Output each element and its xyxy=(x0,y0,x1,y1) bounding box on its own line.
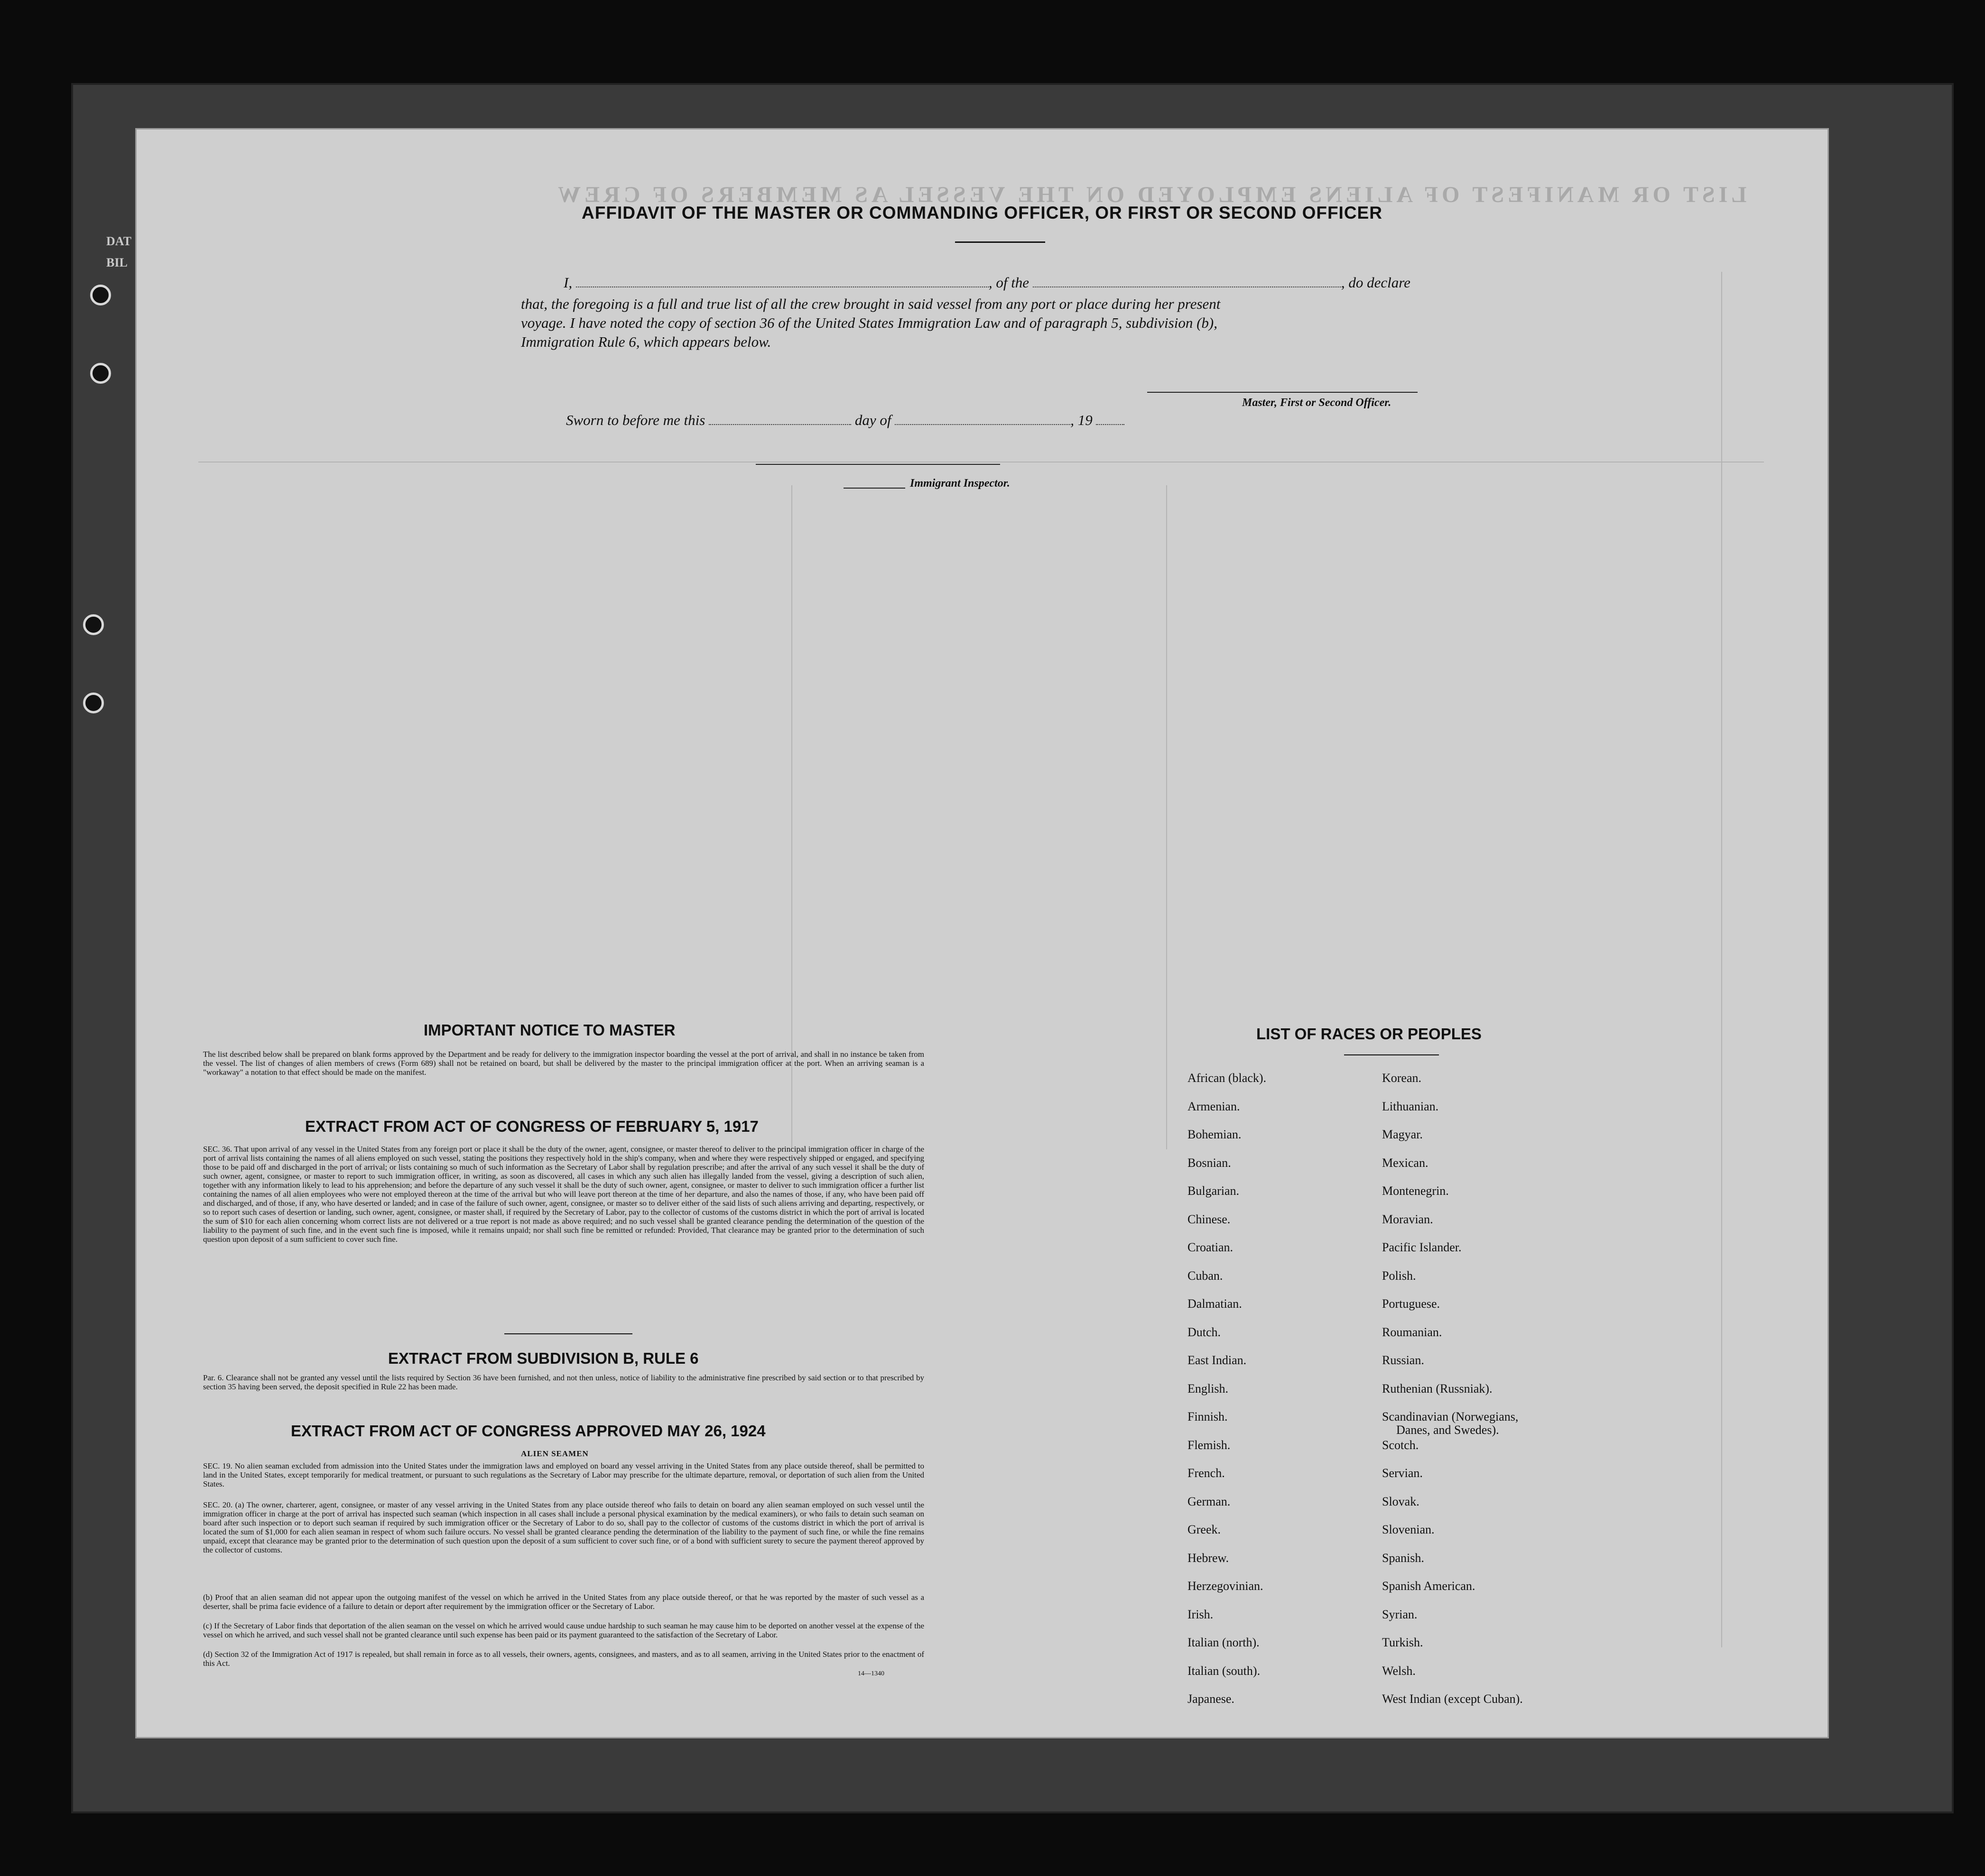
edge-label-bil: BIL xyxy=(106,256,128,269)
race-item-right: Magyar. xyxy=(1382,1127,1423,1141)
race-item-left: Italian (south). xyxy=(1187,1663,1261,1678)
race-item-right: Mexican. xyxy=(1382,1155,1428,1170)
sworn-start: Sworn to before me this xyxy=(566,412,705,428)
ghost-grid-line xyxy=(1166,485,1167,1149)
race-item-right: Lithuanian. xyxy=(1382,1099,1439,1113)
affidavit-line-1 xyxy=(564,274,1410,291)
affidavit-line1-mid: , of the xyxy=(988,274,1030,291)
affidavit-line1-end: , do declare xyxy=(1341,274,1410,291)
race-item-left: Armenian. xyxy=(1187,1099,1240,1113)
race-item-right: Pacific Islander. xyxy=(1382,1240,1462,1254)
sworn-month-blank xyxy=(895,424,1070,425)
name-blank xyxy=(576,286,989,287)
race-item-right: Slovenian. xyxy=(1382,1523,1435,1536)
race-item-left: Bosnian. xyxy=(1187,1155,1231,1170)
master-signature-line xyxy=(1147,392,1418,393)
race-item-right: Ruthenian (Russniak). xyxy=(1382,1381,1493,1395)
race-item-left: Irish. xyxy=(1187,1607,1214,1621)
race-item-left: German. xyxy=(1187,1494,1231,1508)
race-item-left: Japanese. xyxy=(1187,1692,1234,1706)
affidavit-line-3: voyage. I have noted the copy of section 36 of the United States Immigration Law and of paragraph 5, subdivision (b), xyxy=(521,314,1217,331)
form-number: 14—1340 xyxy=(858,1670,884,1677)
affidavit-line-2: that, the foregoing is a full and true list of all the crew brought in said vessel from any port or place during her present xyxy=(521,296,1221,312)
document-page xyxy=(135,128,1829,1738)
extract-1924-sec20d: (d) Section 32 of the Immigration Act of 1917 is repealed, but shall remain in force as to all vessels, their owners, agents, consignees, and masters, and as to all seamen, arriving in the United States prior to the enactment of this Act. xyxy=(203,1650,924,1668)
inspector-short-line xyxy=(844,488,905,489)
race-item-left: English. xyxy=(1187,1381,1228,1395)
extract-1924-subtitle: ALIEN SEAMEN xyxy=(521,1449,589,1458)
extract-1917-title: EXTRACT FROM ACT OF CONGRESS OF FEBRUARY 5, 1917 xyxy=(305,1118,759,1135)
races-title: LIST OF RACES OR PEOPLES xyxy=(1256,1025,1482,1043)
extract-1924-sec20a: SEC. 20. (a) The owner, charterer, agent, consignee, or master of any vessel arriving in the United States from any place outside thereof who fails to detain on board any alien seaman employed on such vessel until the immigration officer in charge at the port of arrival has inspected such seaman (which inspection in all cases shall include a personal physical examination by the medical examiners), or who fails to detain such seaman on board after such inspection or to deport such seaman if required by such immigration officer or the Secretary of Labor to do so, shall pay to the collector of customs of the customs district in which the port of arrival is located the sum of $1,000 for each alien seaman in respect of whom such failure occurs. No vessel shall be granted clearance pending the determination of the liability to the payment of such fine, or while the fine remains unpaid, except that clearance may be granted prior to the determination of such question upon the deposit of a sum sufficient to cover such fine, or of a bond with sufficient surety to secure the payment thereof approved by the collector of customs. xyxy=(203,1500,924,1554)
inspector-signature-line xyxy=(756,464,1000,465)
master-label: Master, First or Second Officer. xyxy=(1242,397,1391,409)
race-item-right: Turkish. xyxy=(1382,1636,1423,1649)
sworn-line xyxy=(566,412,1124,429)
race-item-left: Herzegovinian. xyxy=(1187,1579,1263,1593)
race-item-left: African (black). xyxy=(1187,1071,1267,1085)
race-item-left: Dalmatian. xyxy=(1187,1297,1242,1311)
race-item-right: Moravian. xyxy=(1382,1212,1433,1226)
race-item-left: Greek. xyxy=(1187,1523,1221,1536)
ghost-grid-line xyxy=(1721,272,1722,1647)
race-item-right: Roumanian. xyxy=(1382,1325,1442,1339)
race-item-right: Syrian. xyxy=(1382,1607,1418,1621)
race-item-left: Italian (north). xyxy=(1187,1636,1260,1649)
extract-rule6-title: EXTRACT FROM SUBDIVISION B, RULE 6 xyxy=(388,1349,699,1367)
extract-1924-title: EXTRACT FROM ACT OF CONGRESS APPROVED MAY 26, 1924 xyxy=(291,1422,766,1440)
extract-rule6-text: Par. 6. Clearance shall not be granted any vessel until the lists required by Section 36 have been furnished, and not then unless, notice of liability to the administrative fine prescribed by said section or to that prescribed by section 35 having been served, the deposit specified in Rule 22 has been made. xyxy=(203,1373,924,1391)
binder-hole xyxy=(83,693,104,713)
race-item-right: Spanish American. xyxy=(1382,1579,1475,1593)
race-item-left: East Indian. xyxy=(1187,1353,1247,1367)
race-item-left: French. xyxy=(1187,1466,1225,1480)
race-item-right: Montenegrin. xyxy=(1382,1184,1449,1198)
race-item-continuation: Danes, and Swedes). xyxy=(1396,1423,1499,1437)
races-title-rule xyxy=(1344,1054,1439,1055)
extract-1924-sec20b: (b) Proof that an alien seaman did not appear upon the outgoing manifest of the vessel on which he arrived in the United States from any place outside thereof, or that he was reported by the master of such vessel as a deserter, shall be prima facie evidence of a failure to detain or deport after requirement by the immigration officer or the Secretary of Labor. xyxy=(203,1593,924,1611)
race-item-left: Flemish. xyxy=(1187,1438,1231,1452)
binder-hole xyxy=(90,363,111,384)
race-item-right: Korean. xyxy=(1382,1071,1422,1085)
race-item-left: Finnish. xyxy=(1187,1410,1228,1423)
bleed-through-text: LIST OR MANIFEST OF ALIENS EMPLOYED ON THE VESSEL AS MEMBERS OF CREW xyxy=(554,182,1747,207)
race-item-left: Hebrew. xyxy=(1187,1551,1229,1565)
race-item-left: Bohemian. xyxy=(1187,1127,1242,1141)
vessel-blank xyxy=(1033,286,1341,287)
sworn-year-blank xyxy=(1096,424,1124,425)
race-item-right: Russian. xyxy=(1382,1353,1424,1367)
race-item-right: West Indian (except Cuban). xyxy=(1382,1692,1523,1706)
affidavit-line-4: Immigration Rule 6, which appears below. xyxy=(521,333,771,350)
binder-hole xyxy=(83,614,104,635)
affidavit-title: AFFIDAVIT OF THE MASTER OR COMMANDING OFFICER, OR FIRST OR SECOND OFFICER xyxy=(582,203,1382,222)
sworn-mid: day of xyxy=(854,412,891,428)
sworn-day-blank xyxy=(709,424,851,425)
extract-1924-sec20c: (c) If the Secretary of Labor finds that deportation of the alien seaman on the vessel on which he arrived would cause undue hardship to such seaman he may cause him to be deported on another vessel at the expense of the vessel on which he arrived, and such vessel shall not be granted clearance until such expense has been paid or its payment guaranteed to the satisfaction of the Secretary of Labor. xyxy=(203,1621,924,1639)
race-item-left: Chinese. xyxy=(1187,1212,1231,1226)
race-item-right: Servian. xyxy=(1382,1466,1423,1480)
race-item-left: Dutch. xyxy=(1187,1325,1221,1339)
notice-title: IMPORTANT NOTICE TO MASTER xyxy=(424,1021,676,1039)
race-item-right: Slovak. xyxy=(1382,1494,1419,1508)
edge-label-dat: DAT xyxy=(106,234,131,248)
extract-1924-sec19: SEC. 19. No alien seaman excluded from admission into the United States under the immigration laws and employed on board any vessel arriving in the United States from any place outside thereof, shall be permitted to land in the United States, except temporarily for medical treatment, or pursuant to such regulations as the Secretary of Labor may prescribe for the ultimate departure, removal, or deportation of such alien from the United States. xyxy=(203,1461,924,1488)
sworn-end: , 19 xyxy=(1070,412,1093,428)
section-divider xyxy=(504,1333,632,1334)
inspector-label: Immigrant Inspector. xyxy=(910,477,1010,490)
race-item-left: Croatian. xyxy=(1187,1240,1234,1254)
race-item-left: Bulgarian. xyxy=(1187,1184,1240,1198)
notice-text: The list described below shall be prepared on blank forms approved by the Department and be ready for delivery to the immigration inspector boarding the vessel at the port of arrival, and shall in no instance be taken from the vessel. The list of changes of alien members of crews (Form 689) shall not be retained on board, but shall be delivered by the master to the principal immigration officer at the port. When an arriving seaman is a "workaway" a notation to that effect should be made on the manifest. xyxy=(203,1050,924,1077)
extract-1917-text: SEC. 36. That upon arrival of any vessel in the United States from any foreign port or place it shall be the duty of the owner, agent, consignee, or master thereof to deliver to the principal immigration officer in charge of the port of arrival lists containing the names of all aliens employed on such vessel, stating the positions they respectively hold in the ship's company, when and where they were respectively shipped or engaged, and specifying those to be paid off and discharged in the port of arrival; or lists containing so much of such information as the Secretary of Labor shall by regulation prescribe; and after the arrival of any such vessel it shall be the duty of such owner, agent, consignee, or master to report to such immigration officer, in writing, as soon as discovered, all cases in which any such alien has illegally landed from the vessel, giving a description of such alien, together with any information likely to lead to his apprehension; and before the departure of any such vessel it shall be the duty of such owner, agent, consignee, or master to deliver to such immigration officer a further list containing the names of all alien employees who were not employed thereon at the time of the arrival but who will leave port thereon at the time of her departure, and also the names of those, if any, who have been paid off and discharged, and of those, if any, who have deserted or landed; and in case of the failure of such owner, agent, consignee, or master so to deliver either of the said lists of such aliens arriving and departing, respectively, or so to report such cases of desertion or landing, such owner, agent, consignee, or master shall, if required by the Secretary of Labor, pay to the collector of customs of the customs district in which the port of arrival is located the sum of $10 for each alien concerning whom correct lists are not delivered or a true report is not made as above required; and no such vessel shall be granted clearance pending the determination of the question of the liability to the payment of such fine, and in the event such fine is imposed, while it remains unpaid; nor shall such fine be remitted or refunded: Provided, That clearance may be granted prior to the determination of such question upon deposit of a sum sufficient to cover such fine. xyxy=(203,1145,924,1244)
race-item-right: Scotch. xyxy=(1382,1438,1419,1452)
race-item-right: Polish. xyxy=(1382,1268,1416,1283)
race-item-right: Portuguese. xyxy=(1382,1297,1440,1311)
race-item-right: Spanish. xyxy=(1382,1551,1424,1565)
race-item-right: Welsh. xyxy=(1382,1663,1416,1678)
race-item-left: Cuban. xyxy=(1187,1268,1223,1283)
race-item-right: Scandinavian (Norwegians, xyxy=(1382,1410,1519,1423)
binder-hole xyxy=(90,285,111,305)
title-rule xyxy=(955,241,1045,243)
affidavit-line1-start: I, xyxy=(564,274,573,291)
